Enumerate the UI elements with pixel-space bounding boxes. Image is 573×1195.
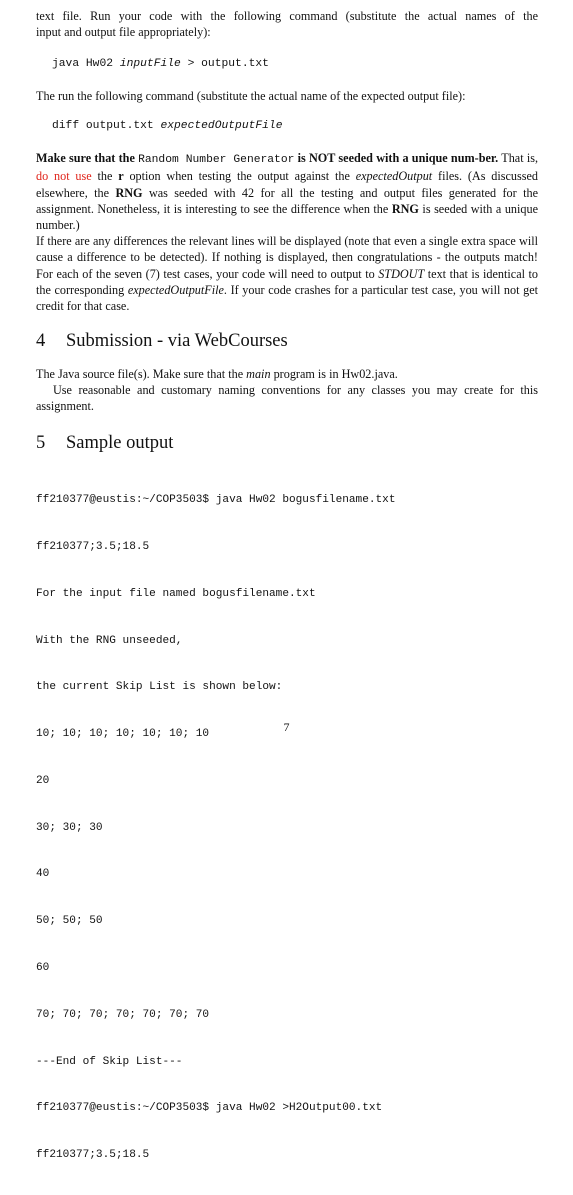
sample-line: 10; 10; 10; 10; 10; 10; 10 — [36, 728, 210, 741]
rng-option: r — [118, 169, 124, 184]
rng-warning: do not use — [36, 169, 92, 184]
submission-paragraph-2: Use reasonable and customary naming conventions for any classes you may create for this assignment. — [36, 383, 538, 414]
sample-line: 40 — [36, 868, 50, 881]
diff2-text-3: . If your code crashes for a particular test case, you will not get credit for that case. — [36, 282, 538, 314]
run-command — [52, 58, 269, 70]
intro-paragraph — [36, 8, 538, 41]
run-command-suffix: > output.txt — [180, 58, 269, 70]
rng-bold-2: is NOT seeded with a unique num- — [294, 151, 479, 165]
section-4-number: 4 — [36, 331, 46, 351]
diff-instruction: The run the following command (substitute the actual name of the expected output file): — [36, 89, 466, 103]
section-5-title: Sample output — [66, 433, 174, 453]
diff-command-expected-arg: expectedOutputFile — [160, 120, 283, 132]
submission-paragraph-1 — [36, 366, 538, 382]
rng-text-5: was seeded with 42 for all the testing and output files generated for the assignment. Nonetheless, it is interesting to see the difference when the — [36, 185, 538, 216]
differences-paragraph — [36, 233, 538, 314]
sample-output-block — [36, 462, 396, 1195]
sub1-text-1: The Java source file(s). Make sure that the — [36, 367, 247, 381]
rng-text-3: option when testing the output against the — [123, 169, 356, 184]
intro-line-2: input and output file appropriately): — [36, 25, 211, 40]
rng-bold-3: ber. — [478, 151, 499, 165]
sub1-main: main — [246, 367, 271, 381]
rng-text-2: the — [91, 169, 119, 184]
rng-text-6: is seeded with a unique number.) — [36, 201, 538, 233]
sample-line: the current Skip List is shown below: — [36, 681, 283, 694]
sample-line: ff210377@eustis:~/COP3503$ java Hw02 >H2Output00.txt — [36, 1102, 383, 1115]
sample-line: 50; 50; 50 — [36, 915, 103, 928]
sample-line: ff210377@eustis:~/COP3503$ java Hw02 bogusfilename.txt — [36, 494, 396, 507]
sample-line: 20 — [36, 774, 50, 787]
sample-line: ff210377;3.5;18.5 — [36, 1149, 150, 1162]
sample-line: 70; 70; 70; 70; 70; 70; 70 — [36, 1008, 210, 1021]
rng-term: Random Number Generator — [138, 154, 295, 166]
run-command-prefix: java Hw02 — [52, 58, 120, 70]
rng-expected-output: expectedOutput — [355, 169, 433, 184]
sub1-text-2: program is in Hw02.java. — [270, 367, 398, 381]
sample-line: With the RNG unseeded, — [36, 634, 183, 647]
diff2-stdout: STDOUT — [378, 266, 425, 281]
diff2-text-2: text that is identical to the corresponding — [36, 266, 538, 297]
sample-line: ---End of Skip List--- — [36, 1055, 183, 1068]
sample-line: For the input file named bogusfilename.txt — [36, 587, 316, 600]
sample-line: 30; 30; 30 — [36, 821, 103, 834]
section-5-heading — [36, 433, 173, 454]
diff-command-prefix: diff output.txt — [52, 120, 161, 132]
diff2-expected-file: expectedOutputFile — [127, 282, 224, 297]
run-command-input-arg: inputFile — [119, 58, 181, 70]
diff-command — [52, 120, 283, 132]
sample-line: 60 — [36, 962, 50, 974]
intro-line-1: text file. Run your code with the following command (substitute the actual names of the — [36, 9, 538, 23]
rng-acronym-2: RNG — [391, 201, 419, 216]
rng-text-1: That is, — [498, 151, 538, 165]
rng-paragraph — [36, 150, 538, 233]
section-4-title: Submission - via WebCourses — [66, 331, 288, 351]
page-number: 7 — [283, 720, 290, 734]
rng-text-4: files. (As discussed elsewhere, the — [36, 169, 539, 200]
rng-bold-1: Make sure that the — [36, 151, 139, 165]
section-4-heading — [36, 331, 288, 352]
sample-line: ff210377;3.5;18.5 — [36, 540, 150, 553]
diff2-text-1: If there are any differences the relevant lines will be displayed (note that even a single extra space will cause a difference to be detected). If nothing is displayed, then congratulations - the outputs match! For each of the seven (7) test cases, your code will need to output to — [36, 234, 538, 281]
section-5-number: 5 — [36, 433, 46, 453]
rng-acronym-1: RNG — [115, 185, 143, 200]
